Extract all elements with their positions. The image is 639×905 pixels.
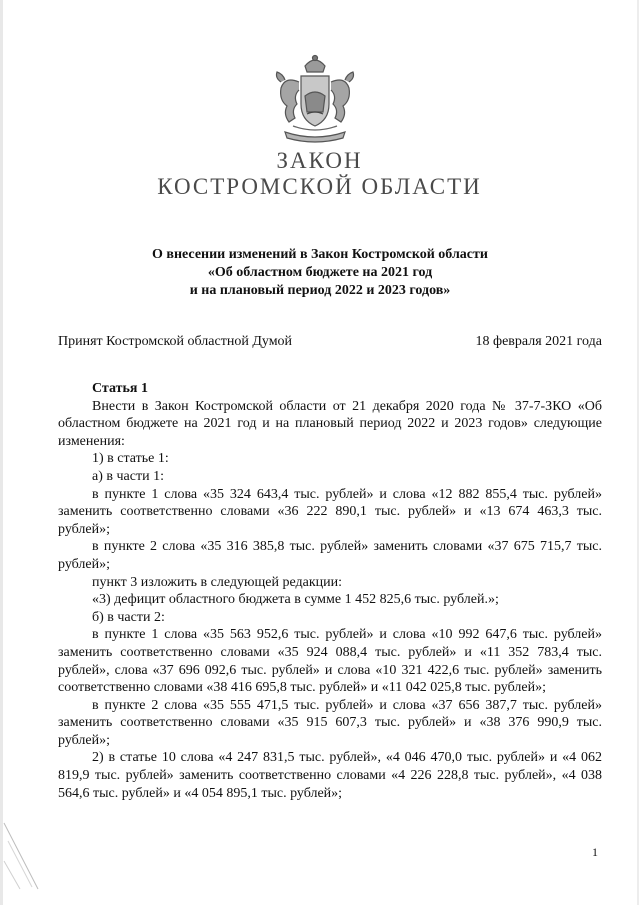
paragraph: а) в части 1: (92, 468, 164, 484)
title-line-1: О внесении изменений в Закон Костромской области (152, 247, 488, 262)
scan-edge-left (0, 0, 3, 905)
paragraph: в пункте 1 слова «35 324 643,4 тыс. рублей» и слова «12 882 855,4 тыс. рублей» заменить соответственно словами «36 222 890,1 тыс. рублей» и «13 674 463,3 тыс. рублей»; (58, 486, 602, 537)
article-heading: Статья 1 (92, 381, 148, 396)
page-corner-fold (2, 821, 42, 891)
paragraph: пункт 3 изложить в следующей редакции: (92, 574, 342, 590)
paragraph: б) в части 2: (92, 609, 165, 625)
paragraph: 2) в статье 10 слова «4 247 831,5 тыс. рублей», «4 046 470,0 тыс. рублей» и «4 062 819,9 тыс. рублей» заменить соответственно словами «4 226 228,8 тыс. рублей», «4 038 564,6 тыс. рублей» и «4 054 895,1 тыс. рублей»; (58, 750, 602, 801)
region-heading: КОСТРОМСКОЙ ОБЛАСТИ (157, 174, 482, 199)
title-line-2: «Об областном бюджете на 2021 год (207, 265, 433, 280)
paragraph: «3) дефицит областного бюджета в сумме 1 452 825,6 тыс. рублей.»; (92, 592, 499, 608)
paragraph: 1) в статье 1: (92, 451, 169, 467)
page-number: 1 (592, 845, 598, 859)
coat-of-arms-emblem (267, 52, 363, 148)
paragraph: в пункте 2 слова «35 555 471,5 тыс. рублей» и слова «37 656 387,7 тыс. рублей» заменить соответственно словами «35 915 607,3 тыс. рублей» и «38 376 990,9 тыс. рублей»; (58, 697, 602, 748)
adoption-line (58, 334, 602, 352)
law-body (58, 380, 602, 802)
adopted-by: Принят Костромской областной Думой (58, 334, 293, 349)
paragraph: в пункте 1 слова «35 563 952,6 тыс. рублей» и слова «10 992 647,6 тыс. рублей» заменить соответственно словами «35 924 088,4 тыс. рублей» и «11 352 783,4 тыс. рублей», слова «37 696 092,6 тыс. рублей» и слова «10 321 422,6 тыс. рублей» заменить соответственно словами «38 416 695,8 тыс. рублей» и «11 042 025,8 тыс. рублей»; (58, 627, 602, 696)
paragraph: в пункте 2 слова «35 316 385,8 тыс. рублей» заменить словами «37 675 715,7 тыс. рублей»; (58, 539, 602, 572)
paragraph: Внести в Закон Костромской области от 21 декабря 2020 года № 37-7-ЗКО «Об областном бюджете на 2021 год и на плановый период 2022 и 2023 годов» следующие изменения: (58, 398, 602, 449)
document-title (60, 246, 580, 300)
title-line-3: и на плановый период 2022 и 2023 годов» (189, 283, 451, 298)
law-heading: ЗАКОН (276, 148, 363, 173)
adoption-date: 18 февраля 2021 года (475, 334, 602, 349)
